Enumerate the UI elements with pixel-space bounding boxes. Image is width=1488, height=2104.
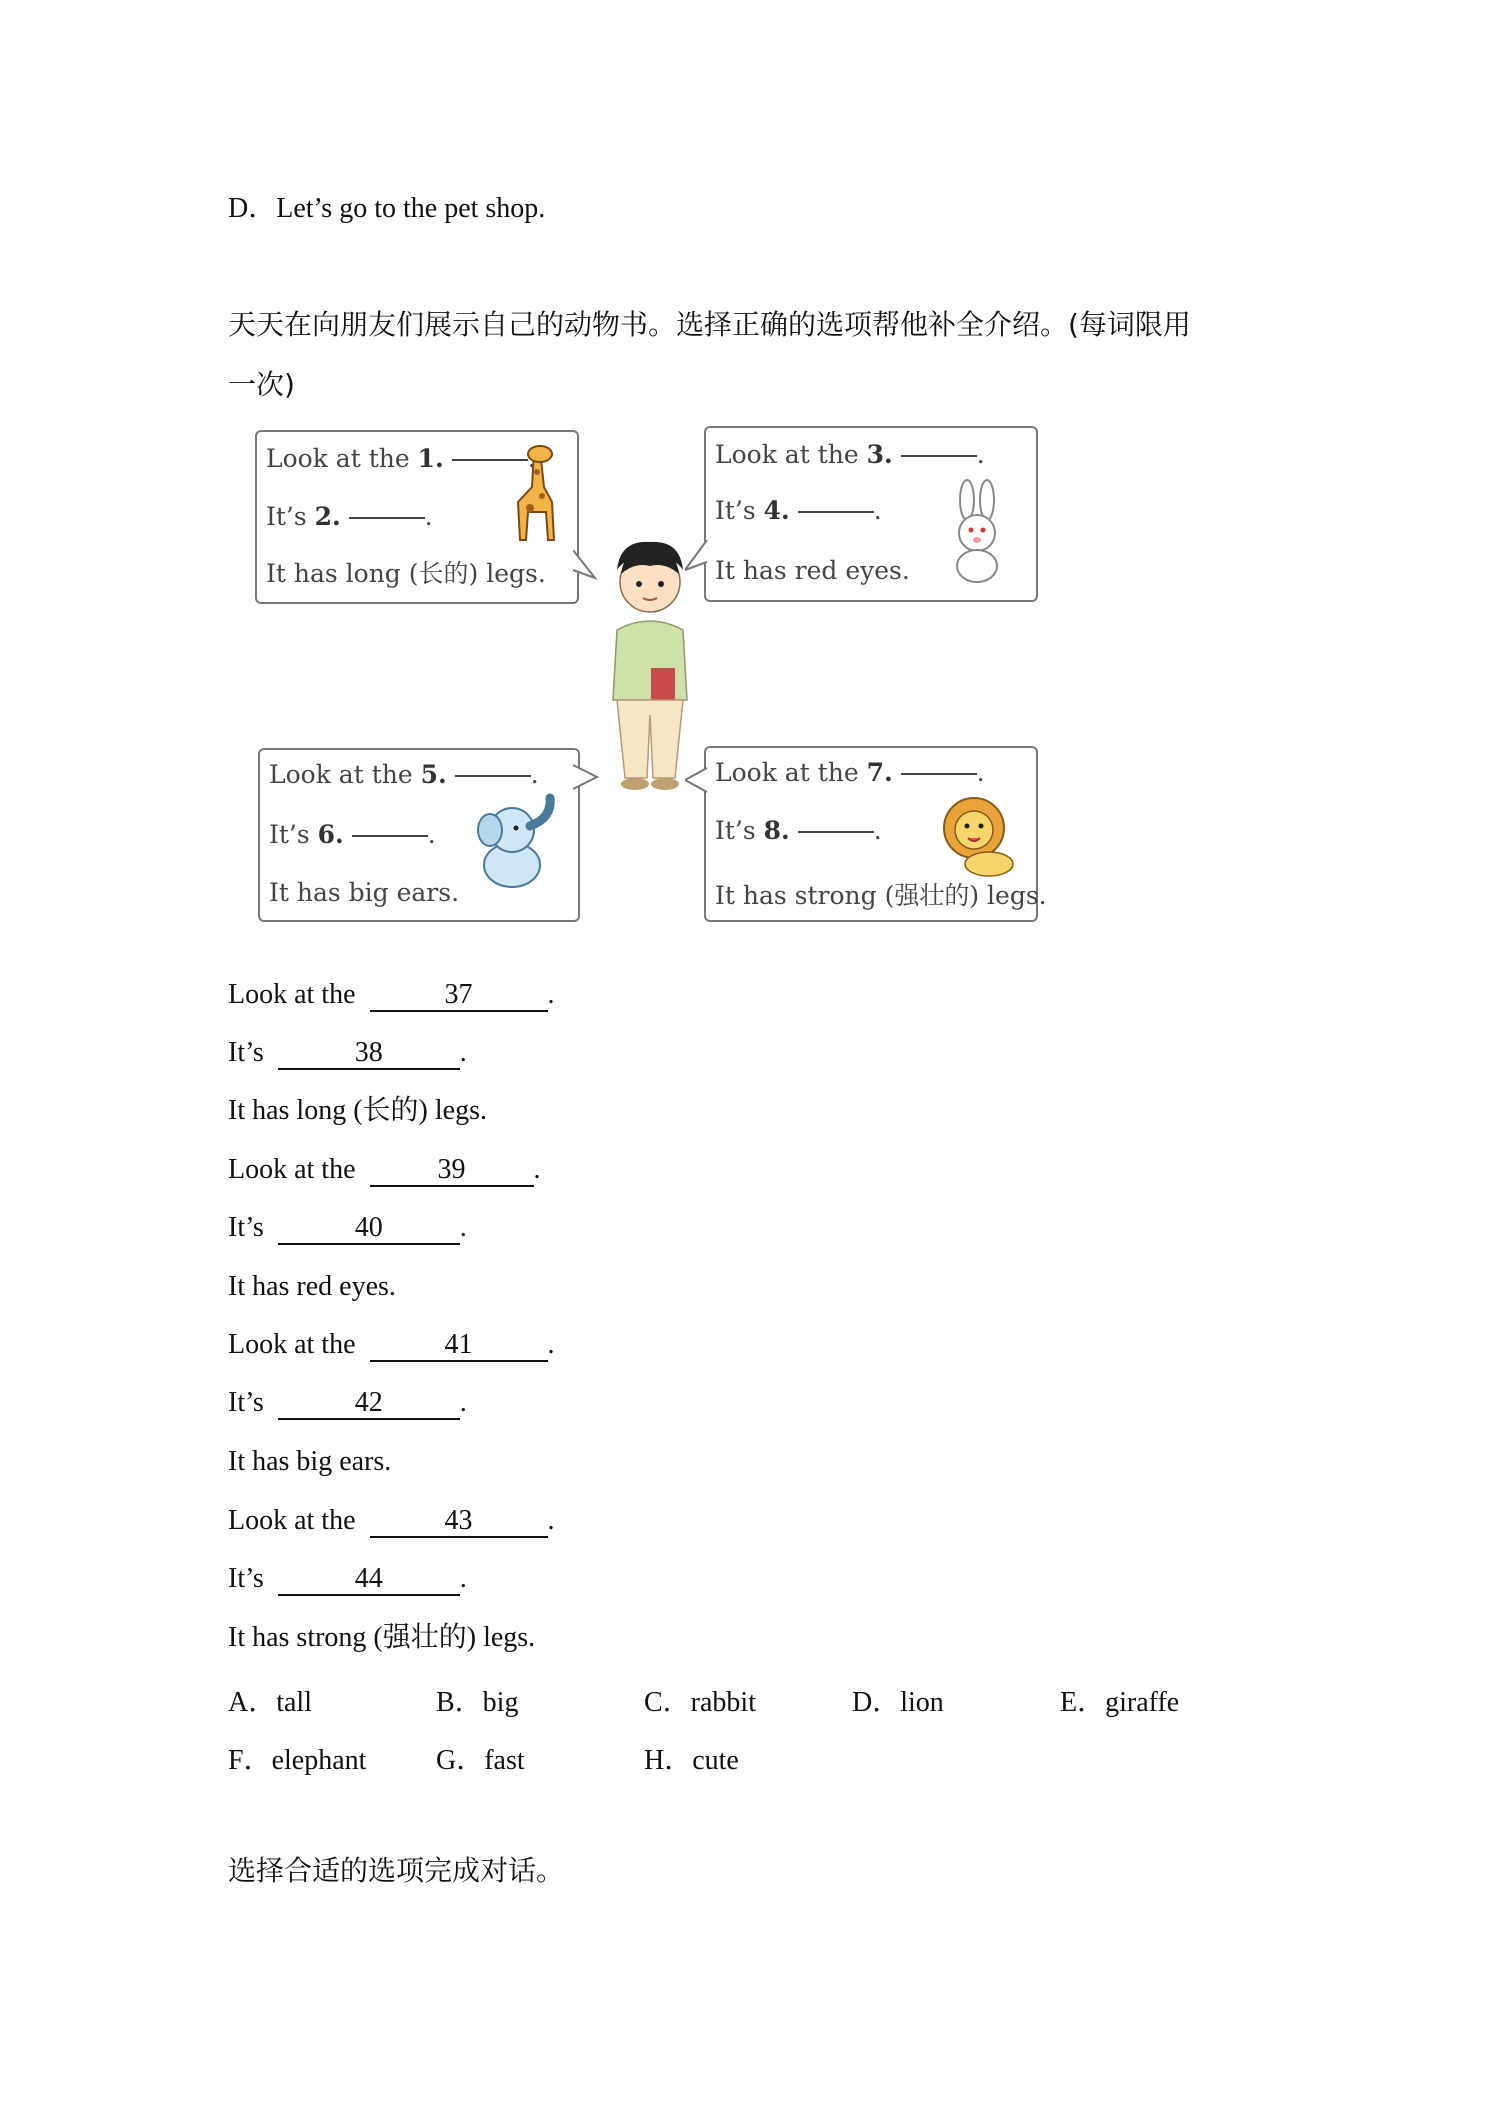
long-legs-line: It has long (长的) legs. bbox=[228, 1095, 487, 1126]
q43-line: Look at the 43 . bbox=[228, 1505, 555, 1536]
giraffe-icon bbox=[482, 442, 572, 552]
answer-blank-40[interactable]: 40 bbox=[278, 1213, 460, 1245]
answer-blank-37[interactable]: 37 bbox=[370, 980, 548, 1012]
strong-legs-line: It has strong (强壮的) legs. bbox=[228, 1622, 536, 1653]
q39-line: Look at the 39 . bbox=[228, 1154, 541, 1185]
option-e: E．giraffe bbox=[1060, 1687, 1180, 1718]
q37-line: Look at the 37 . bbox=[228, 979, 555, 1010]
instruction-text-cont: 一次) bbox=[228, 368, 295, 401]
option-c: C．rabbit bbox=[644, 1687, 756, 1718]
option-f: F．elephant bbox=[228, 1745, 367, 1776]
answer-blank-39[interactable]: 39 bbox=[370, 1155, 534, 1187]
answer-blank-44[interactable]: 44 bbox=[278, 1564, 460, 1596]
rabbit-icon bbox=[942, 478, 1012, 588]
animal-book-illustration bbox=[255, 430, 1055, 940]
bubble-tail bbox=[573, 755, 603, 795]
q41-line: Look at the 41 . bbox=[228, 1329, 555, 1360]
option-d: D．lion bbox=[852, 1687, 944, 1718]
elephant-icon bbox=[472, 790, 562, 900]
option-h: H．cute bbox=[644, 1745, 739, 1776]
speech-bubble-giraffe: Look at the 1. It’s 2. . It has long (长的) legs. bbox=[255, 430, 579, 604]
option-d-text: D．Let’s go to the pet shop. bbox=[228, 193, 546, 224]
answer-blank-43[interactable]: 43 bbox=[370, 1506, 548, 1538]
option-b: B．big bbox=[436, 1687, 519, 1718]
q38-line: It’s 38 . bbox=[228, 1037, 467, 1068]
answer-blank-38[interactable]: 38 bbox=[278, 1038, 460, 1070]
speech-bubble-lion: Look at the 7. . It’s 8. . It has strong (强壮的) legs. bbox=[704, 746, 1038, 922]
lion-icon bbox=[934, 790, 1024, 880]
speech-bubble-elephant: Look at the 5. . It’s 6. . It has big ears. bbox=[258, 748, 580, 922]
speech-bubble-rabbit: Look at the 3. . It’s 4. . It has red eyes. bbox=[704, 426, 1038, 602]
big-ears-line: It has big ears. bbox=[228, 1446, 392, 1477]
bubble-tail bbox=[685, 760, 709, 800]
answer-blank-41[interactable]: 41 bbox=[370, 1330, 548, 1362]
red-eyes-line: It has red eyes. bbox=[228, 1271, 396, 1302]
q42-line: It’s 42 . bbox=[228, 1387, 467, 1418]
option-g: G．fast bbox=[436, 1745, 525, 1776]
instruction-2-text: 选择合适的选项完成对话。 bbox=[228, 1854, 565, 1887]
answer-blank-42[interactable]: 42 bbox=[278, 1388, 460, 1420]
q44-line: It’s 44 . bbox=[228, 1563, 467, 1594]
instruction-text: 天天在向朋友们展示自己的动物书。选择正确的选项帮他补全介绍。(每词限用 bbox=[228, 308, 1191, 341]
option-a: A．tall bbox=[228, 1687, 312, 1718]
q40-line: It’s 40 . bbox=[228, 1212, 467, 1243]
